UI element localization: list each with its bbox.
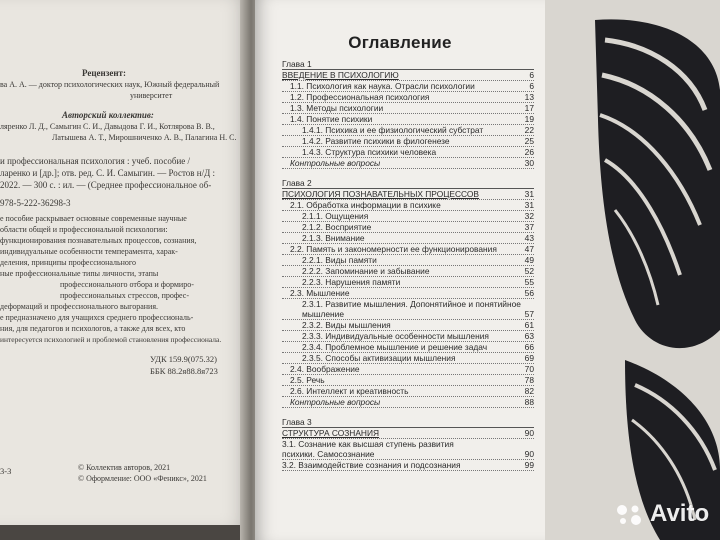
toc-entry: [282, 81, 534, 92]
toc-entry: [282, 439, 534, 449]
toc-entry-title: 2.2.2. Запоминание и забывание: [302, 266, 430, 276]
toc-entry-title: 1.2. Профессиональная психология: [290, 92, 430, 102]
toc-entry-title: Контрольные вопросы: [290, 158, 381, 168]
toc-entry-title: Контрольные вопросы: [290, 397, 381, 407]
toc-entry-page: 31: [524, 200, 534, 210]
annotation-line: профессионального отбора и формиро-: [60, 280, 194, 289]
toc-entry-title: 2.3.2. Виды мышления: [302, 320, 391, 330]
toc-entry-title: мышление: [302, 309, 345, 319]
toc-entry: [282, 428, 534, 439]
toc-entry: [282, 189, 534, 200]
copyright-line: © Коллектив авторов, 2021: [78, 463, 171, 472]
toc-entry: [282, 222, 534, 233]
toc-entry: [282, 158, 534, 169]
toc-chapter-label-text: Глава 3: [282, 417, 312, 427]
toc-entry-title: 2.1.3. Внимание: [302, 233, 365, 243]
toc-entry-title: 2.4. Воображение: [290, 364, 360, 374]
annotation-line: интересуется психологией и проблемой становления профессионала.: [0, 335, 222, 344]
toc-entry: [282, 266, 534, 277]
toc-entry-title: СТРУКТУРА СОЗНАНИЯ: [282, 428, 380, 438]
toc-entry-page: 31: [524, 189, 534, 199]
toc-entry-title: 2.2.1. Виды памяти: [302, 255, 377, 265]
toc-entry-page: 37: [524, 222, 534, 232]
toc-entry-title: 2.1. Обработка информации в психике: [290, 200, 441, 210]
toc-entry-page: 52: [524, 266, 534, 276]
description-line: и профессиональная психология : учеб. пособие /: [0, 156, 191, 166]
toc-entry-title: ПСИХОЛОГИЯ ПОЗНАВАТЕЛЬНЫХ ПРОЦЕССОВ: [282, 189, 480, 199]
toc-entry-title: 2.3. Мышление: [290, 288, 350, 298]
toc-entry-page: 43: [524, 233, 534, 243]
toc-chapter-label: [282, 59, 534, 69]
toc-entry: [282, 397, 534, 408]
toc-entry-page: 56: [524, 288, 534, 298]
toc-entry: [282, 114, 534, 125]
toc-entry-page: 69: [524, 353, 534, 363]
toc-entry-page: 47: [524, 244, 534, 254]
toc-entry: [282, 277, 534, 288]
toc-entry-page: 70: [524, 364, 534, 374]
toc-entry-title: 2.3.5. Способы активизации мышления: [302, 353, 456, 363]
toc-entry-title: 1.4.3. Структура психики человека: [302, 147, 437, 157]
avito-logo-icon: [614, 502, 644, 526]
toc-entry: [282, 449, 534, 460]
toc-entry: [282, 342, 534, 353]
toc-entry-page: 99: [524, 460, 534, 470]
toc-entry-page: 57: [524, 309, 534, 319]
toc-entry: [282, 103, 534, 114]
isbn-text: 978-5-222-36298-3: [0, 198, 71, 208]
toc-title: Оглавление: [348, 33, 452, 52]
toc-entry-page: 82: [524, 386, 534, 396]
toc-entry-page: 66: [524, 342, 534, 352]
toc-entry-title: ВВЕДЕНИЕ В ПСИХОЛОГИЮ: [282, 70, 399, 80]
toc-entry-page: 63: [524, 331, 534, 341]
toc-entry-page: 61: [524, 320, 534, 330]
toc-entry: [282, 320, 534, 331]
annotation-line: ния, для педагогов и психологов, а также для всех, кто: [0, 324, 186, 333]
annotation-line: ные профессиональные типы личности, этапы: [0, 269, 159, 278]
copyright-line-2: © Оформление: ООО «Феникс», 2021: [78, 474, 207, 483]
toc-chapter-label: [282, 178, 534, 188]
toc-entry: [282, 92, 534, 103]
toc-entry: [282, 211, 534, 222]
toc-entry-title: 2.1.1. Ощущения: [302, 211, 369, 221]
toc-entry-page: 13: [524, 92, 534, 102]
authors-line-2: Латышева А. Т., Мирошниченко А. В., Палагина Н. С.: [52, 133, 237, 142]
toc-entry-page: 55: [524, 277, 534, 287]
toc-entry-title: 2.2.3. Нарушения памяти: [302, 277, 401, 287]
description-line-2: ларенко и [др.]; отв. ред. С. И. Самыгин. — Ростов н/Д :: [0, 168, 215, 178]
toc-entry-page: 26: [524, 147, 534, 157]
toc-entry-page: 6: [529, 81, 534, 91]
toc-entry: [282, 244, 534, 255]
toc-entry-page: 32: [524, 211, 534, 221]
toc-entry: [282, 125, 534, 136]
toc-entry-page: 25: [524, 136, 534, 146]
annotation-line: индивидуальные особенности темперамента, харак-: [0, 247, 178, 256]
toc-entry-title: 2.6. Интеллект и креативность: [290, 386, 409, 396]
toc-entry-title: 3.1. Сознание как высшая ступень развития: [282, 439, 454, 449]
tablecloth-background: [540, 0, 720, 540]
toc-entry-page: 78: [524, 375, 534, 385]
toc-entry-page: 19: [524, 114, 534, 124]
toc-chapter-label-text: Глава 1: [282, 59, 312, 69]
toc-entry: [282, 255, 534, 266]
toc-entry-title: 1.4.1. Психика и ее физиологический субстрат: [302, 125, 484, 135]
toc-entry-title: 1.1. Психология как наука. Отрасли психологии: [290, 81, 475, 91]
annotation-line: профессиональных стрессов, профес-: [60, 291, 189, 300]
toc-entry-title: 2.3.3. Индивидуальные особенности мышления: [302, 331, 489, 341]
toc-entry: [282, 200, 534, 211]
authors-line: ляренко Л. Д., Самыгин С. И., Давыдова Г. И., Котлярова В. В.,: [0, 122, 215, 131]
toc-entry-title: 1.4. Понятие психики: [290, 114, 373, 124]
toc-entry: [282, 233, 534, 244]
toc-entry-title: 1.4.2. Развитие психики в филогенезе: [302, 136, 450, 146]
toc-entry: [282, 364, 534, 375]
toc-entry-title: 2.3.4. Проблемное мышление и решение задач: [302, 342, 488, 352]
toc-entry-title: 2.3.1. Развитие мышления. Допонятийное и понятийное: [302, 299, 521, 309]
toc-entry: [282, 309, 534, 320]
reviewer-label: Рецензент:: [82, 68, 126, 78]
annotation-line: функционирования познавательных процессов, сознания,: [0, 236, 197, 245]
annotation-line: области общей и профессиональной психологии:: [0, 225, 168, 234]
toc-entry-page: 6: [529, 70, 534, 80]
toc-entry: [282, 299, 534, 309]
toc-chapter-label: [282, 417, 534, 427]
description-line-3: 2022. — 300 с. : ил. — (Среднее профессиональное об-: [0, 180, 212, 190]
toc-entry: [282, 136, 534, 147]
reviewer-text: ва А. А. — доктор психологических наук, Южный федеральный: [0, 80, 220, 89]
toc-entry: [282, 331, 534, 342]
toc-entry-page: 30: [524, 158, 534, 168]
toc-entry: [282, 147, 534, 158]
toc-entry-page: 22: [524, 125, 534, 135]
annotation-line: е пособие раскрывает основные современные научные: [0, 214, 187, 223]
toc-entry-title: психики. Самосознание: [282, 449, 375, 459]
toc-entry-title: 3.2. Взаимодействие сознания и подсознания: [282, 460, 461, 470]
udk-code: УДК 159.9(075.32): [150, 354, 217, 364]
toc-entry-page: 49: [524, 255, 534, 265]
toc-entry: [282, 70, 534, 81]
toc-entry-title: 2.5. Речь: [290, 375, 325, 385]
isbn-short: 3-3: [0, 466, 12, 476]
annotation-line: е предназначено для учащихся среднего профессиональ-: [0, 313, 194, 322]
annotation-line: деления, принципы профессионального: [0, 258, 136, 267]
butterfly-pattern-icon: [540, 0, 720, 540]
toc-entry: [282, 386, 534, 397]
toc-entry-title: 2.1.2. Восприятие: [302, 222, 372, 232]
annotation-line: деформаций и профессионального выгорания.: [0, 302, 158, 311]
authors-label: Авторский коллектив:: [62, 110, 154, 120]
toc-entry: [282, 375, 534, 386]
toc-entry-page: 17: [524, 103, 534, 113]
right-book-page: [255, 0, 545, 540]
toc-entry-page: 90: [524, 428, 534, 438]
toc-entry: [282, 353, 534, 364]
toc-entry: [282, 460, 534, 471]
toc-entry-page: 90: [524, 449, 534, 459]
toc-entry-title: 1.3. Методы психологии: [290, 103, 384, 113]
toc-entry-page: 88: [524, 397, 534, 407]
watermark-text: Avito: [650, 500, 710, 527]
left-book-page: [0, 0, 250, 525]
toc-entry: [282, 288, 534, 299]
table-of-contents: [282, 59, 534, 471]
toc-entry-title: 2.2. Память и закономерности ее функционирования: [290, 244, 497, 254]
toc-chapter-label-text: Глава 2: [282, 178, 312, 188]
reviewer-text-2: университет: [130, 91, 173, 100]
bbk-code: ББК 88.2я88.8я723: [150, 366, 218, 376]
